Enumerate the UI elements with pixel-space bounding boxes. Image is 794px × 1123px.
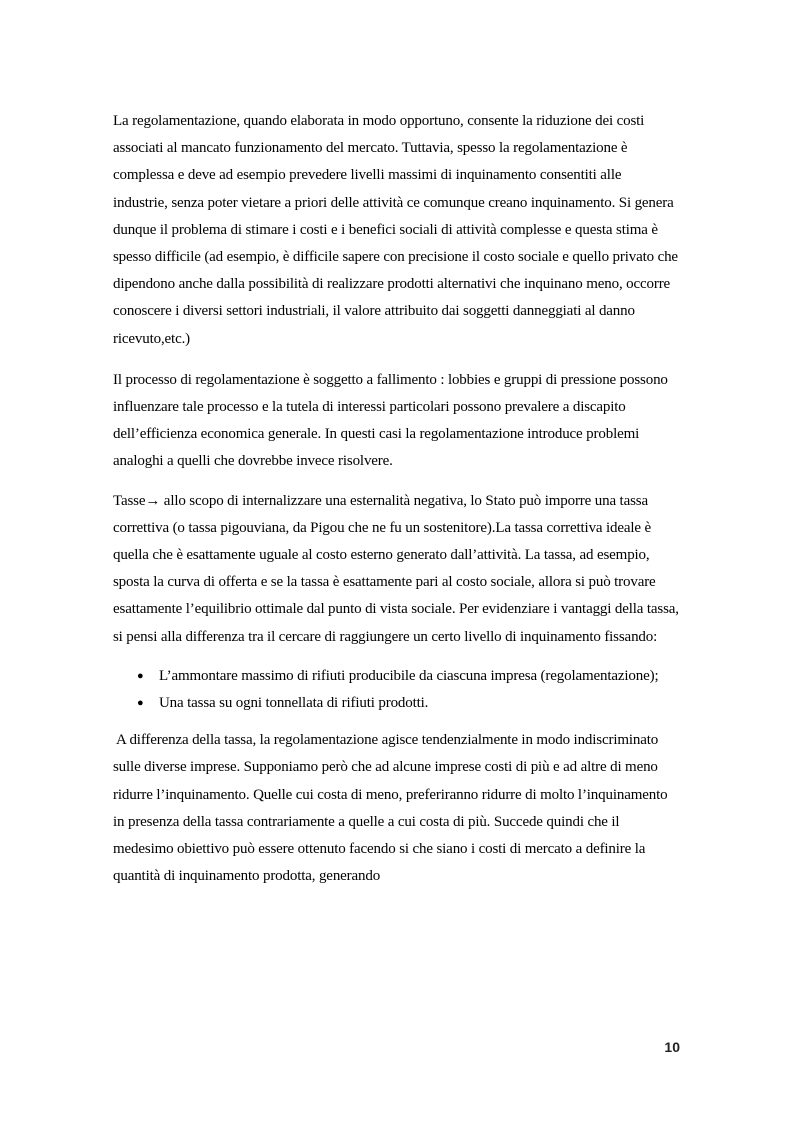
paragraph-differenza-tassa: A differenza della tassa, la regolamentazione agisce tendenzialmente in modo indiscriminato sulle diverse imprese. Supponiamo però che ad alcune imprese costi di più e ad altre di meno ridurre l’inquinamento. Quelle cui costa di meno, preferiranno ridurre di molto l’inquinamento in presenza della tassa contrariamente a quelle a cui costa di più. Succede quindi che il medesimo obiettivo può essere ottenuto facendo si che siano i costi di mercato a definire la quantità di inquinamento prodotta, generando [113, 732, 668, 885]
bullet-icon: ● [137, 669, 144, 682]
list-item [113, 663, 679, 690]
paragraph-tasse: Tasse→ allo scopo di internalizzare una esternalità negativa, lo Stato può imporre una tassa correttiva (o tassa pigouviana, da Pigou che ne fu un sostenitore).La tassa correttiva ideale è quella che è esattamente uguale al costo esterno generato dall’attività. La tassa, ad esempio, sposta la curva di offerta e se la tassa è esattamente pari al costo sociale, allora si può trovare esattamente l’equilibrio ottimale dal punto di vista sociale. Per evidenziare i vantaggi della tassa, si pensi alla differenza tra il cercare di raggiungere un certo livello di inquinamento fissando: [113, 492, 679, 645]
paragraph-regolamentazione: La regolamentazione, quando elaborata in modo opportuno, consente la riduzione dei costi associati al mancato funzionamento del mercato. Tuttavia, spesso la regolamentazione è complessa e deve ad esempio prevedere livelli massimi di inquinamento consentiti alle industrie, senza poter vietare a priori delle attività ce comunque creano inquinamento. Si genera dunque il problema di stimare i costi e i benefici sociali di attività complesse e questa stima è spesso difficile (ad esempio, è difficile sapere con precisione il costo sociale e quello privato che dipendono anche dalla possibilità di realizzare prodotti alternativi che inquinano meno, occorre conoscere i diversi settori industriali, il valore attribuito dai soggetti danneggiati al danno ricevuto,etc.) [113, 113, 678, 347]
list-item-text: L’ammontare massimo di rifiuti producibile da ciascuna impresa (regolamentazione); [159, 667, 659, 684]
bullet-list [113, 663, 679, 717]
document-body [113, 108, 679, 900]
list-item [113, 690, 679, 717]
list-item-text: Una tassa su ogni tonnellata di rifiuti prodotti. [159, 695, 429, 712]
page-number: 10 [664, 1039, 680, 1055]
bullet-icon: ● [137, 697, 144, 710]
paragraph-fallimento-regolamentazione: Il processo di regolamentazione è soggetto a fallimento : lobbies e gruppi di pressione possono influenzare tale processo e la tutela di interessi particolari possono prevalere a discapito dell’efficienza economica generale. In questi casi la regolamentazione introduce problemi analoghi a quelli che dovrebbe invece risolvere. [113, 371, 668, 470]
